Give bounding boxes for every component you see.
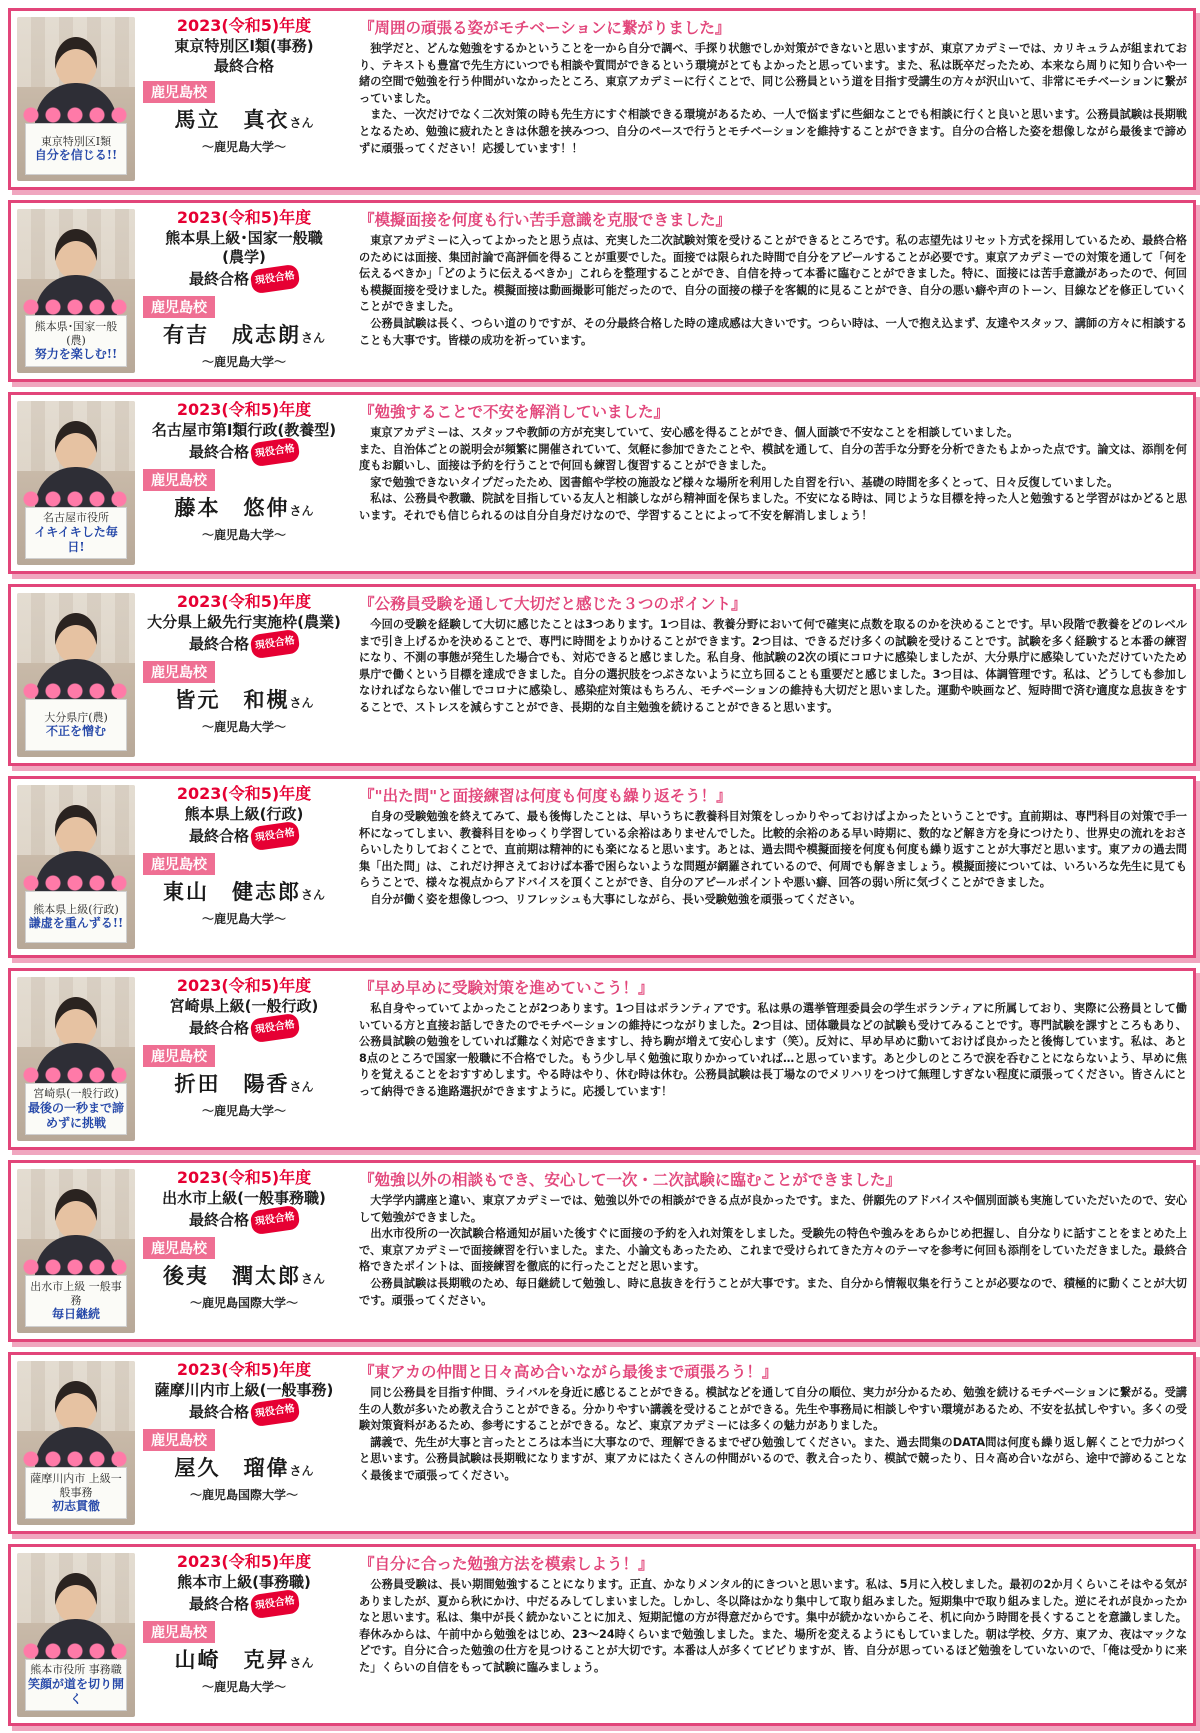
exam-name: 名古屋市第Ⅰ類行政(教養型)	[151, 421, 337, 439]
result-label: 最終合格	[188, 827, 249, 845]
testimonial-body: 大学学内講座と違い、東京アカデミーでは、勉強以外での相談ができる点が良かったです。また、併願先のアドバイスや個別面談も実施していただいたので、安心して勉強ができました。 出水市役所の一次試験合格通知が届いた後すぐに面接の予約を入れ対策をしました。受験先の特色や強みをあらかじめ把握し、自分なりに話すことをまとめた上で、東京アカデミーで面接練習を行いました。また、小論文もあったため、これまで受けられてきた方々のテーマを参考に何回も添削をしていただきました。最終合格できたポイントは、面接練習を徹底的に行ったことだと思います。 公務員試験は長期戦のため、毎日継続して勉強し、時に息抜きを行うことが大事です。また、自分から情報収集を行うことが必要なので、積極的に動くことが大切です。頑張ってください。	[359, 1194, 1187, 1307]
result-line	[139, 56, 349, 76]
honorific: さん	[289, 116, 314, 130]
board-line-1: 熊本県上級(行政)	[33, 902, 119, 916]
student-info	[139, 207, 349, 371]
result-label: 最終合格	[188, 1403, 249, 1421]
student-name-line	[139, 493, 349, 526]
current-student-badge: 現役合格	[250, 437, 301, 467]
board-line-1: 宮崎県(一般行政)	[33, 1087, 119, 1101]
testimonial-body: 東京アカデミーは、スタッフや教師の方が充実していて、安心感を得ることができ、個人面談で不安なことを相談していました。 また、自治体ごとの説明会が頻繁に開催されていて、気軽に参加できたことや、模試を通して、自分の苦手な分野を分析できたもよかった点です。論文は、添削を何度もお願いし、面接は予約を行うことで何回も練習し復習することができました。 家で勉強できないタイプだったため、図書館や学校の施設など様々な場所を利用した自習を行い、基礎の時間を多くとって、日々反復していました。 私は、公務員や教職、院試を目指している友人と相談しながら精神面を保ちました。不安になる時は、同じような目標を持った人と勉強すると学習がはかどると思います。それでも信じられるのは自分自身だけなので、学習することによって不安を解消しましょう！	[359, 426, 1187, 522]
testimonial-content	[359, 401, 1187, 525]
student-info	[139, 591, 349, 736]
exam-year: 2023(令和5)年度	[176, 16, 312, 35]
exam-name: 出水市上級(一般事務職)	[162, 1189, 326, 1207]
honorific: さん	[300, 331, 325, 345]
school-label: 鹿児島校	[143, 1429, 215, 1451]
testimonial-card	[8, 776, 1196, 958]
testimonial-body: 私自身やっていてよかったことが2つあります。1つ目はボランティアです。私は県の選挙管理委員会の学生ボランティアに所属しており、実際に公務員として働いている方と直接お話しできたのでモチベーションの維持につながりました。2つ目は、団体職員などの試験も受けてみることです。専門試験を課すところもあり、公務員試験の勉強をしていれば難なく対応できますし、持ち駒が増えて安心します（笑）。反対に、早め早めに動いておけば良かったと後悔しています。私は、あと8点のところで国家一般職に不合格でした。もう少し早く勉強に取りかかっていれば…と思っています。あと少しのところで涙を呑むことにならないよう、早めに焦りを覚えることをおすすめします。やる時はやり、休む時は休む。公務員試験は長丁場なのでメリハリをつけて無理しすぎない程度に頑張ってください。皆さんにとって納得できる進路選択ができますように。応援しています！	[359, 1002, 1187, 1098]
result-label: 最終合格	[188, 270, 249, 288]
board-line-2: 笑顔が道を切り開く	[27, 1676, 124, 1706]
testimonial-headline: 『公務員受験を通して大切だと感じた３つのポイント』	[359, 595, 747, 613]
current-student-badge: 現役合格	[250, 264, 301, 294]
school-row	[139, 296, 349, 318]
testimonial-content	[359, 1361, 1187, 1485]
exam-year: 2023(令和5)年度	[176, 1552, 312, 1571]
school-row	[139, 469, 349, 491]
exam-year: 2023(令和5)年度	[176, 592, 312, 611]
university: ～鹿児島大学～	[201, 720, 286, 734]
student-name-line	[139, 1261, 349, 1294]
student-name: 有吉 成志朗	[162, 323, 301, 347]
message-board	[25, 315, 127, 367]
flower-decoration	[21, 489, 131, 509]
result-line	[139, 824, 349, 848]
testimonial-headline: 『東アカの仲間と日々高め合いながら最後まで頑張ろう！』	[359, 1363, 778, 1381]
testimonial-content	[359, 1553, 1187, 1677]
school-row	[139, 661, 349, 683]
board-line-2: イキイキした毎日!	[34, 524, 118, 554]
student-info	[139, 399, 349, 544]
exam-name: 熊本市上級(事務職)	[177, 1573, 311, 1591]
flower-decoration	[21, 297, 131, 317]
student-info	[139, 1359, 349, 1504]
student-photo	[17, 1169, 135, 1333]
board-line-1: 出水市上級 一般事務	[30, 1279, 122, 1307]
testimonial-headline: 『周囲の頑張る姿がモチベーションに繋がりました』	[359, 19, 731, 37]
exam-name: 熊本県上級(行政)	[184, 805, 304, 823]
exam-name: 熊本県上級･国家一般職 (農学)	[165, 229, 323, 266]
school-row	[139, 1237, 349, 1259]
exam-year: 2023(令和5)年度	[176, 400, 312, 419]
testimonial-card	[8, 392, 1196, 574]
student-name: 藤本 悠伸	[174, 496, 290, 520]
student-photo	[17, 17, 135, 181]
current-student-badge: 現役合格	[250, 629, 301, 659]
testimonial-content	[359, 1169, 1187, 1309]
student-name: 山崎 克昇	[174, 1648, 290, 1672]
testimonial-body: 自身の受験勉強を終えてみて、最も後悔したことは、早いうちに教養科目対策をしっかりやっておけばよかったということです。直前期は、専門科目の対策で手一杯になってしまい、教養科目をゆっくり学習している余裕はありませんでした。比較的余裕のある早い時期に、数的など解き方を身につけたり、世界史の流れをおさらいしたりしておくことで、直前期は精神的にも楽になると思います。あとは、過去問や模擬面接を何度も何度も繰り返すことが大事だと思います。東アカの過去問集「出た問」は、これだけ押さえておけば本番で困らないような問題が網羅されているので、何周でも解きましょう。模擬面接については、いろいろな先生に見てもらうことで、様々な視点からアドバイスを頂くことができ、自分のアピールポイントや悪い癖、回答の弱い所に気づくことができました。 自分が働く姿を想像しつつ、リフレッシュも大事にしながら、長い受験勉強を頑張ってください。	[359, 810, 1187, 906]
board-line-2: 初志貫徹	[51, 1499, 100, 1514]
message-board	[25, 507, 127, 559]
honorific: さん	[289, 696, 314, 710]
flower-decoration	[21, 105, 131, 125]
school-label: 鹿児島校	[143, 661, 215, 683]
university: ～鹿児島大学～	[201, 528, 286, 542]
current-student-badge: 現役合格	[250, 1013, 301, 1043]
testimonial-content	[359, 977, 1187, 1101]
student-photo	[17, 593, 135, 757]
exam-name: 薩摩川内市上級(一般事務)	[154, 1381, 334, 1399]
board-line-1: 熊本県･国家一般(農)	[34, 319, 118, 347]
school-label: 鹿児島校	[143, 296, 215, 318]
flower-decoration	[21, 681, 131, 701]
honorific: さん	[289, 1464, 314, 1478]
student-name-line	[139, 1069, 349, 1102]
exam-year: 2023(令和5)年度	[176, 1168, 312, 1187]
exam-year: 2023(令和5)年度	[176, 784, 312, 803]
current-student-badge: 現役合格	[250, 1589, 301, 1619]
school-label: 鹿児島校	[143, 469, 215, 491]
honorific: さん	[300, 888, 325, 902]
testimonial-headline: 『早め早めに受験対策を進めていこう！』	[359, 979, 654, 997]
student-name: 東山 健志郎	[162, 880, 301, 904]
result-line	[139, 1400, 349, 1424]
student-photo	[17, 977, 135, 1141]
exam-name: 宮崎県上級(一般行政)	[169, 997, 319, 1015]
student-name-line	[139, 685, 349, 718]
message-board	[25, 123, 127, 175]
testimonial-body: 今回の受験を経験して大切に感じたことは3つあります。1つ目は、教養分野において何で確実に点数を取るのかを決めることです。早い段階で教養をどのレベルまで引き上げるかを決めることで、専門に時間をよりかけることができます。2つ目は、できるだけ多くの試験を受けることです。試験を多く経験すると本番の練習になり、不測の事態が発生した場合でも、対応できると感じました。私自身、他試験の2次の頃にコロナに感染しましたが、大分県庁に感染していただけていたため県庁で働くという目標を達成できました。自分の選択肢をつぶさないように立ち回ることも重要だと感じました。3つ目は、体調管理です。私は、どうしても参加しなければならない催しでコロナに感染し、感染症対策はもちろん、モチベーションの維持も大切だと思いました。運動や映画など、短時間で済む適度な息抜きをすることで、ストレスを減らすことができ、長期的な自主勉強を続けることができると思います。	[359, 618, 1187, 714]
testimonial-card	[8, 968, 1196, 1150]
testimonial-headline: 『模擬面接を何度も行い苦手意識を克服できました』	[359, 211, 732, 229]
school-row	[139, 1429, 349, 1451]
university: ～鹿児島大学～	[201, 1680, 286, 1694]
message-board	[25, 699, 127, 751]
honorific: さん	[289, 504, 314, 518]
student-name: 皆元 和槻	[174, 688, 290, 712]
student-name-line	[139, 877, 349, 910]
student-name-line	[139, 105, 349, 138]
result-label: 最終合格	[188, 1595, 249, 1613]
student-info	[139, 1551, 349, 1696]
student-name-line	[139, 320, 349, 353]
school-label: 鹿児島校	[143, 1621, 215, 1643]
message-board	[25, 1659, 127, 1711]
testimonial-content	[359, 209, 1187, 349]
exam-year: 2023(令和5)年度	[176, 208, 312, 227]
student-name: 後夷 潤太郎	[162, 1264, 301, 1288]
board-line-2: 努力を楽しむ!!	[34, 347, 118, 362]
testimonial-headline: 『自分に合った勉強方法を模索しよう！』	[359, 1555, 654, 1573]
student-info	[139, 15, 349, 156]
school-label: 鹿児島校	[143, 1045, 215, 1067]
school-row	[139, 1621, 349, 1643]
student-info	[139, 975, 349, 1120]
message-board	[25, 1083, 127, 1135]
school-label: 鹿児島校	[143, 1237, 215, 1259]
testimonial-headline: 『勉強することで不安を解消していました』	[359, 403, 670, 421]
result-label: 最終合格	[188, 443, 249, 461]
student-name: 馬立 真衣	[174, 108, 290, 132]
result-line	[139, 1208, 349, 1232]
current-student-badge: 現役合格	[250, 821, 301, 851]
flower-decoration	[21, 873, 131, 893]
student-name: 折田 陽香	[174, 1072, 290, 1096]
school-label: 鹿児島校	[143, 81, 215, 103]
student-name-line	[139, 1453, 349, 1486]
board-line-1: 東京特別区Ⅰ類	[40, 134, 112, 148]
result-label: 最終合格	[188, 1019, 249, 1037]
exam-year: 2023(令和5)年度	[176, 976, 312, 995]
board-line-2: 毎日継続	[51, 1307, 100, 1322]
testimonial-content	[359, 17, 1187, 157]
testimonial-card	[8, 200, 1196, 382]
school-label: 鹿児島校	[143, 853, 215, 875]
board-line-2: 最後の一秒まで諦めずに挑戦	[27, 1100, 124, 1130]
result-line	[139, 1016, 349, 1040]
result-label: 最終合格	[188, 1211, 249, 1229]
testimonial-body: 独学だと、どんな勉強をするかということを一から自分で調べ、手探り状態でしか対策ができないと思いますが、東京アカデミーでは、カリキュラムが組まれており、テキストも豊富で先生方にいつでも相談や質問ができるという環境がとてもよかったと思っています。また、私は既卒だったため、本来なら周りに知り合いや一緒の空間で勉強を行う仲間がいなかったところ、東京アカデミーに行くことで、同じ公務員という道を目指す受講生の方々が沢山いて、非常にモチベーションに繋がっていました。 また、一次だけでなく二次対策の時も先生方にすぐ相談できる環境があるため、一人で悩まずに些細なことでも相談に行くと良いと思います。公務員試験は長期戦となるため、勉強に疲れたときは休憩を挟みつつ、自分のペースで行うとモチベーションを維持することができます。自分の合格した姿を想像しながら最後まで諦めずに頑張ってください！応援しています！！	[359, 42, 1187, 155]
student-info	[139, 1167, 349, 1312]
result-line	[139, 632, 349, 656]
honorific: さん	[289, 1080, 314, 1094]
testimonial-content	[359, 785, 1187, 909]
exam-year: 2023(令和5)年度	[176, 1360, 312, 1379]
student-name-line	[139, 1645, 349, 1678]
message-board	[25, 1467, 127, 1519]
board-line-1: 熊本市役所 事務職	[30, 1663, 122, 1677]
testimonial-card	[8, 584, 1196, 766]
testimonial-card	[8, 8, 1196, 190]
honorific: さん	[300, 1272, 325, 1286]
school-row	[139, 1045, 349, 1067]
student-photo	[17, 1361, 135, 1525]
board-line-2: 不正を憎む	[45, 724, 106, 739]
testimonial-headline: 『勉強以外の相談もでき、安心して一次・二次試験に臨むことができました』	[359, 1171, 901, 1189]
board-line-2: 自分を信じる!!	[34, 148, 118, 163]
honorific: さん	[289, 1656, 314, 1670]
testimonial-card	[8, 1160, 1196, 1342]
testimonial-card	[8, 1544, 1196, 1726]
result-label: 最終合格	[213, 57, 274, 75]
flower-decoration	[21, 1449, 131, 1469]
exam-name: 大分県上級先行実施枠(農業)	[147, 613, 341, 631]
message-board	[25, 891, 127, 943]
result-line	[139, 440, 349, 464]
result-label: 最終合格	[188, 635, 249, 653]
flower-decoration	[21, 1065, 131, 1085]
school-row	[139, 853, 349, 875]
exam-name: 東京特別区Ⅰ類(事務)	[174, 37, 314, 55]
university: ～鹿児島大学～	[201, 912, 286, 926]
student-photo	[17, 785, 135, 949]
student-photo	[17, 401, 135, 565]
testimonial-body: 東京アカデミーに入ってよかったと思う点は、充実した二次試験対策を受けることができるところです。私の志望先はリセット方式を採用しているため、最終合格のためには面接、集団討論で高評価を得ることが重要でした。面接では限られた時間で自分をアピールすることが必要です。東京アカデミーでの対策を通して「何を伝えるべきか」「どのように伝えるべきか」これらを整理することができ、自信を持って本番に臨むことができました。特に、面接には苦手意識があったので、何回も模擬面接を受けました。模擬面接は動画撮影可能だったので、自分の面接の様子を客観的に見ることができ、自分の悪い癖や声のトーン、目線などを修正していくことができました。 公務員試験は長く、つらい道のりですが、その分最終合格した時の達成感は大きいです。つらい時は、一人で抱え込まず、友達やスタッフ、講師の方々に相談することも大事です。皆様の成功を祈っています。	[359, 234, 1187, 347]
flower-decoration	[21, 1257, 131, 1277]
message-board	[25, 1275, 127, 1327]
board-line-2: 謙虚を重んずる!!	[28, 916, 124, 931]
current-student-badge: 現役合格	[250, 1205, 301, 1235]
university: ～鹿児島大学～	[201, 1104, 286, 1118]
university: ～鹿児島国際大学～	[189, 1296, 298, 1310]
student-photo	[17, 1553, 135, 1717]
testimonial-body: 同じ公務員を目指す仲間、ライバルを身近に感じることができる。模試などを通して自分の順位、実力が分かるため、勉強を続けるモチベーションに繋がる。受講生の人数が多いため教え合うことができる。分かりやすい講義を受けることができる。先生や事務局に相談しやすい環境があるため、不安を払拭しやすい。多くの受験対策資料があるため、参考にすることができる。など、東京アカデミーには多くの魅力がありました。 講義で、先生が大事と言ったところは本当に大事なので、理解できるまでぜひ勉強してください。また、過去問集のDATA問は何度も繰り返し解くことで力がつくと思います。公務員試験は長期戦になりますが、東アカにはたくさんの仲間がいるので、教え合ったり、模試で競ったり、日々高め合いながら、途中で諦めることなく最後まで頑張ってください。	[359, 1386, 1187, 1482]
university: ～鹿児島大学～	[201, 140, 286, 154]
student-photo	[17, 209, 135, 373]
testimonial-card	[8, 1352, 1196, 1534]
board-line-1: 名古屋市役所	[43, 511, 109, 525]
university: ～鹿児島大学～	[201, 355, 286, 369]
result-line	[139, 267, 349, 291]
board-line-1: 大分県庁(農)	[44, 710, 108, 724]
university: ～鹿児島国際大学～	[189, 1488, 298, 1502]
testimonial-content	[359, 593, 1187, 717]
current-student-badge: 現役合格	[250, 1397, 301, 1427]
student-name: 屋久 瑠偉	[174, 1456, 290, 1480]
flower-decoration	[21, 1641, 131, 1661]
student-info	[139, 783, 349, 928]
school-row	[139, 81, 349, 103]
testimonial-body: 公務員受験は、長い期間勉強することになります。正直、かなりメンタル的にきついと思います。私は、5月に入校しました。最初の2か月くらいこそはやる気がありましたが、夏から秋にかけ、中だるみしてしまいました。しかし、冬以降はかなり集中して取り組みました。短期集中で取り組みました。逆にそれが良かったかなと思います。私は、集中が長く続かないことに加え、短期記憶の方が得意だからです。集中が続かないからこそ、机に向かう時間を長くすることを意識しました。春休みからは、午前中から勉強をはじめ、23〜24時くらいまで勉強しました。また、場所を変えるようにもしていました。朝は学校、夕方、東アカ、夜はマックなどです。自分に合った勉強の仕方を見つけることが大切です。本番は人が多くてビビりますが、皆、自分が思っているほど勉強をしていないので、「俺は受かりに来た」くらいの自信をもって試験に臨みましょう。	[359, 1578, 1187, 1674]
result-line	[139, 1592, 349, 1616]
board-line-1: 薩摩川内市 上級一般事務	[30, 1471, 122, 1499]
testimonial-headline: 『"出た問"と面接練習は何度も何度も繰り返そう！』	[359, 787, 732, 805]
